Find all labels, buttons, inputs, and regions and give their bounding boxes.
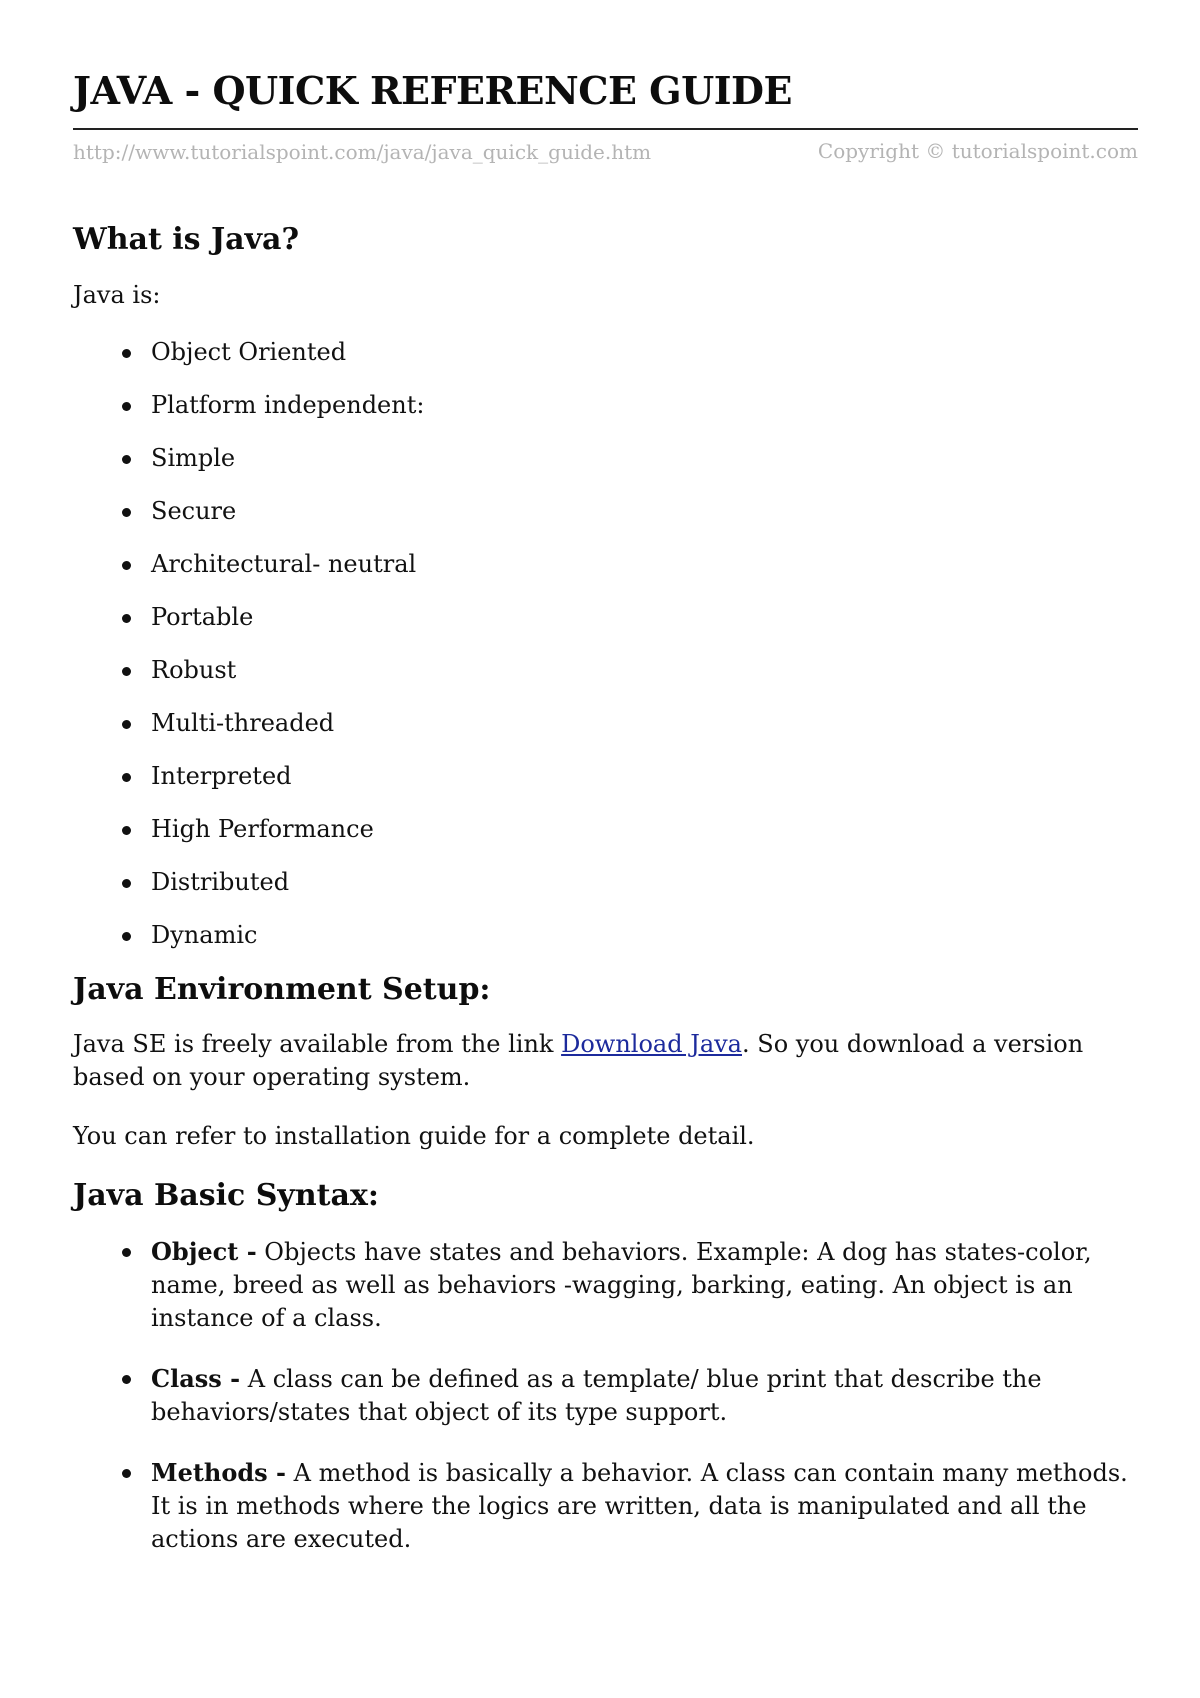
list-item [73,1235,1138,1335]
syntax-description: A class can be defined as a template/ blue print that describe the behaviors/states that object of its type support. [151,1365,1042,1426]
source-url: http://www.tutorialspoint.com/java/java_quick_guide.htm [73,140,652,164]
list-item: Platform independent: [73,389,1138,422]
list-item: Simple [73,442,1138,475]
list-item: Distributed [73,866,1138,899]
java-is-intro: Java is: [73,281,161,309]
list-item: Dynamic [73,919,1138,952]
list-item: Portable [73,601,1138,634]
installation-guide-paragraph: You can refer to installation guide for a complete detail. [73,1122,755,1150]
syntax-term: Class - [151,1364,241,1393]
environment-text-before: Java SE is freely available from the link [73,1030,562,1058]
list-item [73,1456,1138,1556]
environment-paragraph [73,1028,1138,1094]
syntax-description: Objects have states and behaviors. Example: A dog has states-color, name, breed as well as behaviors -wagging, barking, eating. An object is an instance of a class. [151,1238,1092,1332]
list-item: Secure [73,495,1138,528]
download-java-link[interactable]: Download Java [561,1030,742,1058]
java-features-list [73,336,1138,952]
syntax-term: Methods - [151,1458,286,1487]
copyright-notice: Copyright © tutorialspoint.com [817,139,1138,163]
syntax-list [73,1235,1138,1556]
environment-text-after: . So you download a version based on your operating system. [73,1030,1084,1091]
list-item: Interpreted [73,760,1138,793]
environment-setup-heading: Java Environment Setup: [73,972,491,1007]
document-body [73,222,1138,1583]
list-item: High Performance [73,813,1138,846]
basic-syntax-heading: Java Basic Syntax: [73,1178,379,1213]
list-item: Robust [73,654,1138,687]
list-item: Multi-threaded [73,707,1138,740]
syntax-description: A method is basically a behavior. A class can contain many methods. It is in methods where the logics are written, data is manipulated and all the actions are executed. [151,1459,1128,1553]
page-title: JAVA - QUICK REFERENCE GUIDE [73,68,792,113]
syntax-term: Object - [151,1237,257,1266]
what-is-java-heading: What is Java? [73,222,300,257]
list-item [73,1362,1138,1429]
list-item: Architectural- neutral [73,548,1138,581]
list-item: Object Oriented [73,336,1138,369]
title-divider [73,128,1138,130]
